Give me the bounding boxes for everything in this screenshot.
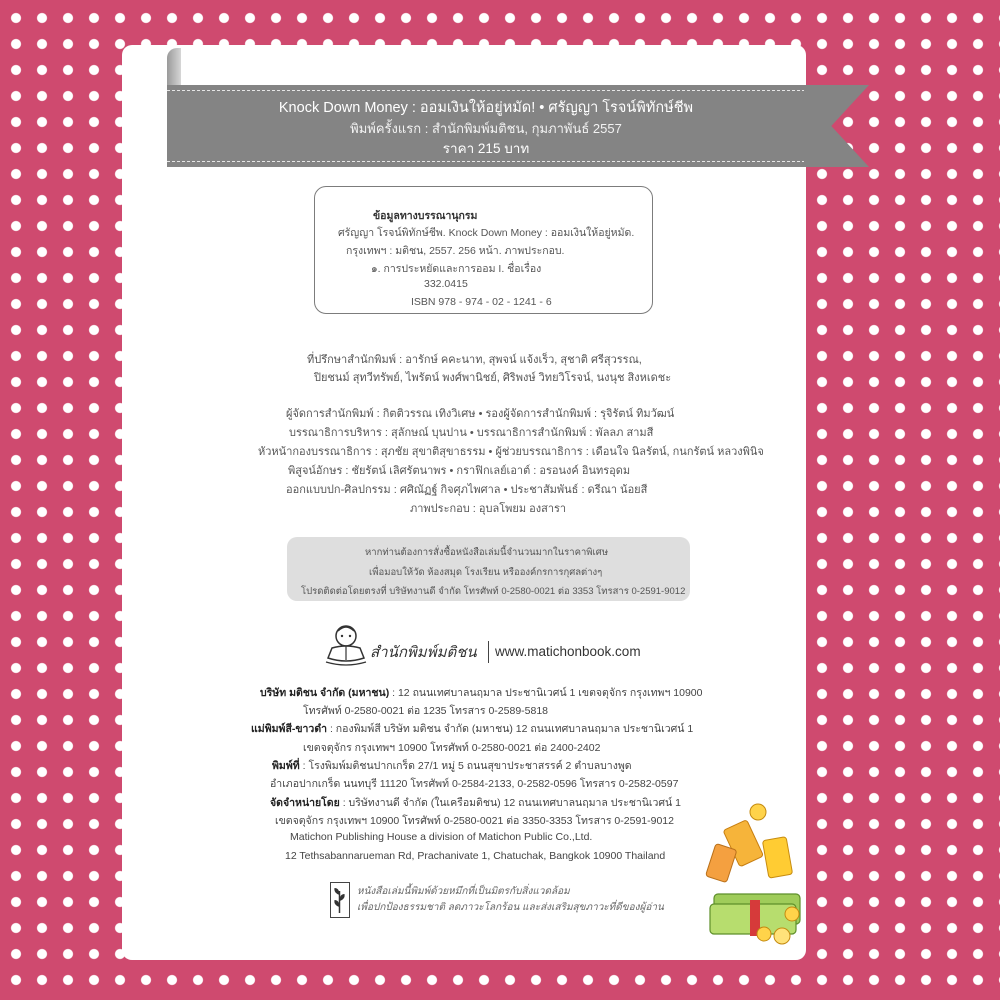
catalog-line: ๑. การประหยัดและการออม I. ชื่อเรื่อง	[371, 263, 542, 275]
catalog-heading: ข้อมูลทางบรรณานุกรม	[373, 210, 478, 222]
matichon-address	[260, 684, 703, 701]
note-line: หากท่านต้องการสั่งซื้อหนังสือเล่มนี้จำนวนมากในราคาพิเศษ	[365, 547, 609, 558]
printer-address-1: : โรงพิมพ์มติชนปากเกร็ด 27/1 หมู่ 5 ถนนสุขาประชาสรรค์ 2 ตำบลบางพูด	[299, 760, 632, 772]
color-plate-address-1: : กองพิมพ์สี บริษัท มติชน จำกัด (มหาชน) 12 ถนนเทศบาลนฤมาล ประชานิเวศน์ 1	[327, 723, 694, 735]
distributor-address	[270, 794, 681, 811]
catalog-isbn: ISBN 978 - 974 - 02 - 1241 - 6	[411, 296, 552, 308]
printer-address-2: อำเภอปากเกร็ด นนทบุรี 11120 โทรศัพท์ 0-2584-2133, 0-2582-0596 โทรสาร 0-2582-0597	[270, 778, 679, 790]
staff-line: ออกแบบปก-ศิลปกรรม : ศศิณัฏฐ์ กิจศุภไพศาล • ประชาสัมพันธ์ : ดรีณา น้อยสี	[286, 484, 648, 496]
distributor-label: จัดจำหน่ายโดย	[270, 797, 340, 809]
color-plate-address	[251, 720, 693, 737]
advisors-line: ที่ปรึกษาสำนักพิมพ์ : อารักษ์ คคะนาท, สุพจน์ แจ้งเร็ว, สุชาติ ศรีสุวรรณ,	[307, 354, 642, 366]
printer-label: พิมพ์ที่	[272, 760, 300, 772]
banner-tail	[804, 85, 869, 167]
money-pile-icon	[700, 800, 810, 950]
matichon-label: บริษัท มติชน จำกัด (มหาชน)	[260, 687, 390, 699]
catalog-classification: 332.0415	[424, 278, 468, 290]
staff-line: บรรณาธิการบริหาร : สุลักษณ์ บุนปาน • บรรณาธิการสำนักพิมพ์ : พัลลภ สามสี	[289, 427, 654, 439]
publisher-website: www.matichonbook.com	[495, 644, 641, 659]
advisors-line: ปิยชนม์ สุทวีทรัพย์, ไพรัตน์ พงศ์พานิชย์, ศิริพงษ์ วิทยวิโรจน์, นงนุช สิงหเดชะ	[314, 372, 672, 384]
note-line: เพื่อมอบให้วัด ห้องสมุด โรงเรียน หรือองค์กรการกุศลต่างๆ	[369, 567, 603, 578]
english-address-line: 12 Tethsabannarueman Rd, Prachanivate 1, Chatuchak, Bangkok 10900 Thailand	[285, 850, 666, 862]
color-plate-address-2: เขตจตุจักร กรุงเทพฯ 10900 โทรศัพท์ 0-2580-0021 ต่อ 2400-2402	[303, 742, 601, 754]
banner-fold	[167, 48, 181, 86]
price: ราคา 215 บาท	[442, 141, 530, 156]
catalog-line: ศรัญญา โรจน์พิทักษ์ชีพ. Knock Down Money : ออมเงินให้อยู่หมัด.	[338, 227, 635, 239]
eco-note-line: เพื่อปกป้องธรรมชาติ ลดภาวะโลกร้อน และส่งเสริมสุขภาวะที่ดีของผู้อ่าน	[357, 902, 664, 913]
staff-line: หัวหน้ากองบรรณาธิการ : สุภชัย สุขาติสุขาธรรม • ผู้ช่วยบรรณาธิการ : เดือนใจ นิลรัตน์, กนกรัตน์ หลวงพินิจ	[258, 446, 764, 458]
catalog-line: กรุงเทพฯ : มติชน, 2557. 256 หน้า. ภาพประกอบ.	[346, 245, 565, 257]
first-print-info: พิมพ์ครั้งแรก : สำนักพิมพ์มติชน, กุมภาพันธ์ 2557	[350, 121, 622, 136]
matichon-address-2: โทรศัพท์ 0-2580-0021 ต่อ 1235 โทรสาร 0-2589-5818	[303, 705, 549, 717]
staff-line: ภาพประกอบ : อุบลโพยม องสารา	[410, 503, 567, 515]
matichon-address-1: : 12 ถนนเทศบาลนฤมาล ประชานิเวศน์ 1 เขตจตุจักร กรุงเทพฯ 10900	[389, 687, 703, 699]
recycled-paper-icon	[330, 882, 350, 918]
staff-line: ผู้จัดการสำนักพิมพ์ : กิตติวรรณ เทิงวิเศษ • รองผู้จัดการสำนักพิมพ์ : รุจิรัตน์ ทิมวัฒน์	[286, 408, 675, 420]
logo-divider	[488, 641, 489, 663]
reading-mascot-icon	[322, 622, 370, 668]
printer-address	[272, 757, 632, 774]
distributor-address-2: เขตจตุจักร กรุงเทพฯ 10900 โทรศัพท์ 0-2580-0021 ต่อ 3350-3353 โทรสาร 0-2591-9012	[275, 815, 674, 827]
distributor-address-1: : บริษัทงานดี จำกัด (ในเครือมติชน) 12 ถนนเทศบาลนฤมาล ประชานิเวศน์ 1	[339, 797, 681, 809]
eco-note-line: หนังสือเล่มนี้พิมพ์ด้วยหมึกที่เป็นมิตรกับสิ่งแวดล้อม	[357, 886, 570, 897]
color-plate-label: แม่พิมพ์สี-ขาวดำ	[251, 723, 328, 735]
english-publisher-line: Matichon Publishing House a division of Matichon Public Co.,Ltd.	[290, 831, 593, 843]
book-title: Knock Down Money : ออมเงินให้อยู่หมัด! • ศรัญญา โรจน์พิทักษ์ชีพ	[278, 100, 694, 116]
staff-line: พิสูจน์อักษร : ชัยรัตน์ เลิศรัตนาพร • กราฟิกเลย์เอาต์ : อรอนงค์ อินทรอุดม	[288, 465, 631, 477]
publisher-logo-text: สำนักพิมพ์มติชน	[370, 643, 477, 661]
note-line: โปรดติดต่อโดยตรงที่ บริษัทงานดี จำกัด โทรศัพท์ 0-2580-0021 ต่อ 3353 โทรสาร 0-2591-9012	[301, 586, 686, 597]
